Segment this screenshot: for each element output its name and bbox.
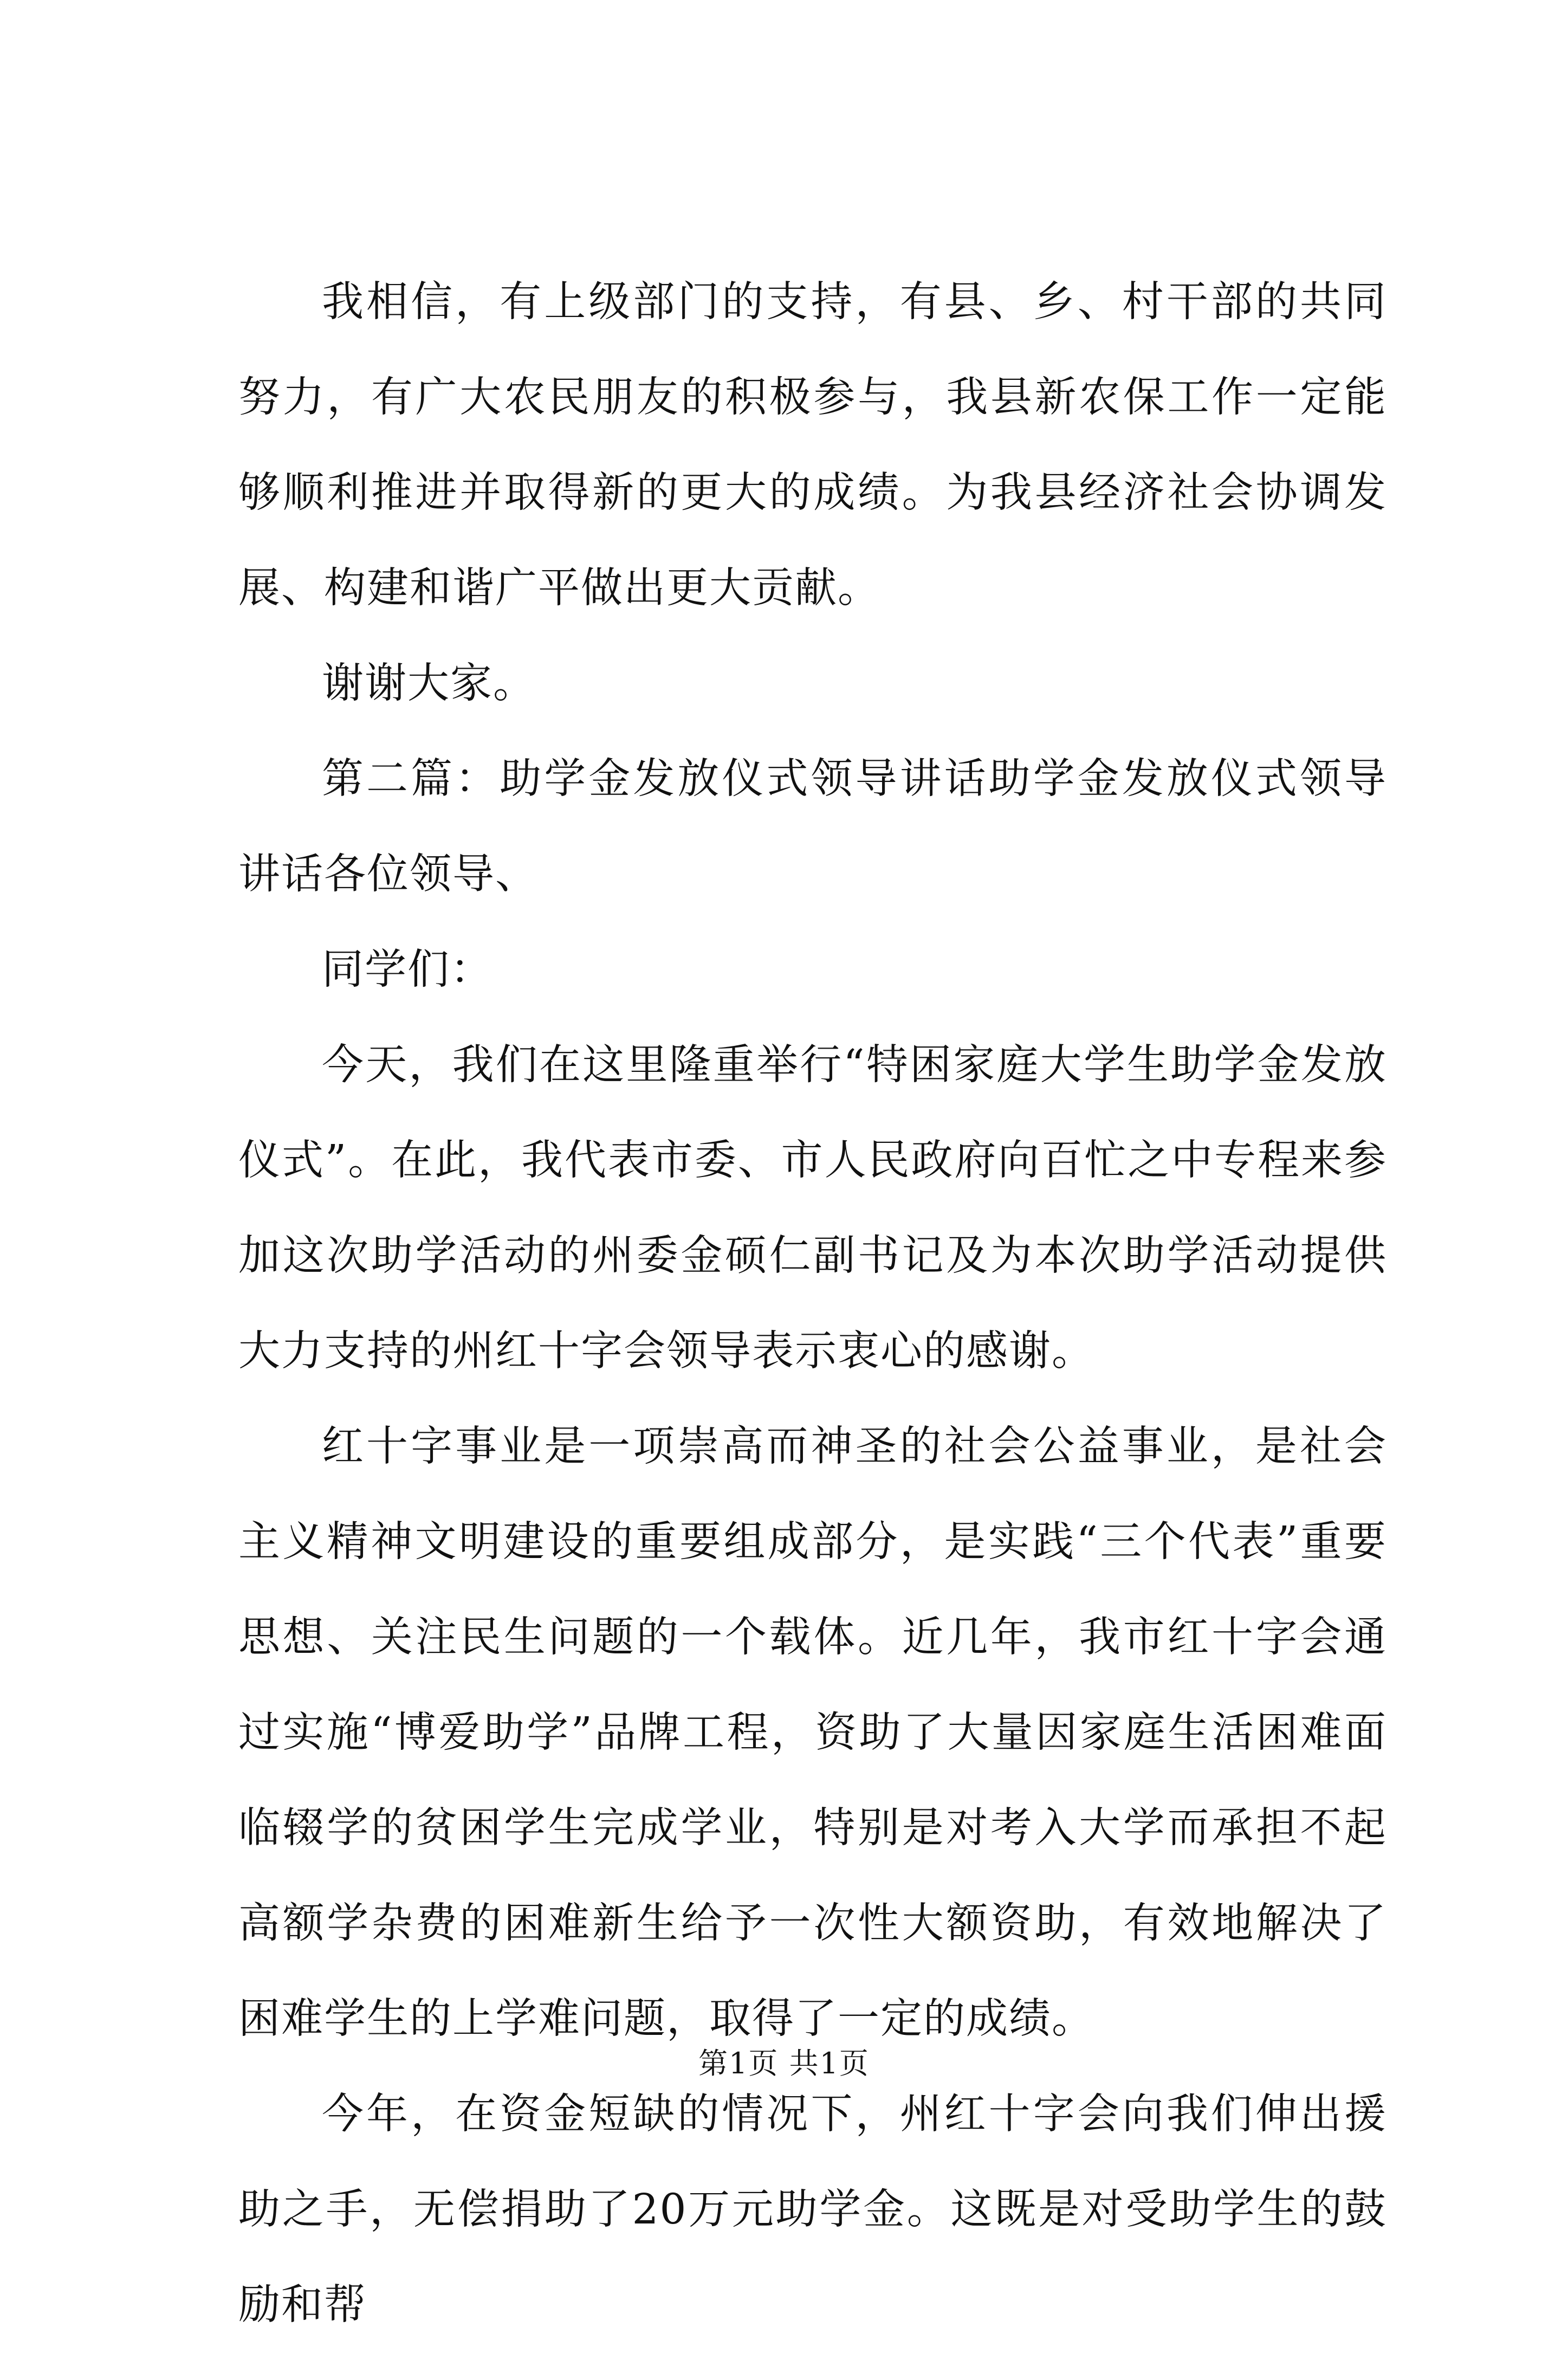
page-footer: 第1页 共1页	[698, 2046, 870, 2080]
section-heading-part-two: 第二篇：助学金发放仪式领导讲话助学金发放仪式领导讲话各位领导、	[238, 755, 1387, 898]
paragraph-donation: 今年，在资金短缺的情况下，州红十字会向我们伸出援助之手，无偿捐助了20万元助学金。这既是对受助学生的鼓励和帮	[238, 2090, 1387, 2329]
paragraph-ceremony-intro: 今天，我们在这里隆重举行“特困家庭大学生助学金发放仪式”。在此，我代表市委、市人民政府向百忙之中专程来参加这次助学活动的州委金硕仁副书记及为本次助学活动提供大力支持的州红十字会领导表示衷心的感谢。	[238, 1041, 1387, 1375]
paragraph-thanks: 谢谢大家。	[322, 660, 536, 708]
paragraph-salutation: 同学们：	[322, 946, 493, 994]
paragraph-closing-belief: 我相信，有上级部门的支持，有县、乡、村干部的共同努力，有广大农民朋友的积极参与，我县新农保工作一定能够顺利推进并取得新的更大的成绩。为我县经济社会协调发展、构建和谐广平做出更大贡献。	[238, 278, 1387, 612]
paragraph-red-cross-cause: 红十字事业是一项崇高而神圣的社会公益事业，是社会主义精神文明建设的重要组成部分，是实践“三个代表”重要思想、关注民生问题的一个载体。近几年，我市红十字会通过实施“博爱助学”品牌工程，资助了大量因家庭生活困难面临辍学的贫困学生完成学业，特别是对考入大学而承担不起高额学杂费的困难新生给予一次性大额资助，有效地解决了困难学生的上学难问题，取得了一定的成绩。	[238, 1423, 1387, 2043]
document-body	[238, 255, 1387, 2353]
